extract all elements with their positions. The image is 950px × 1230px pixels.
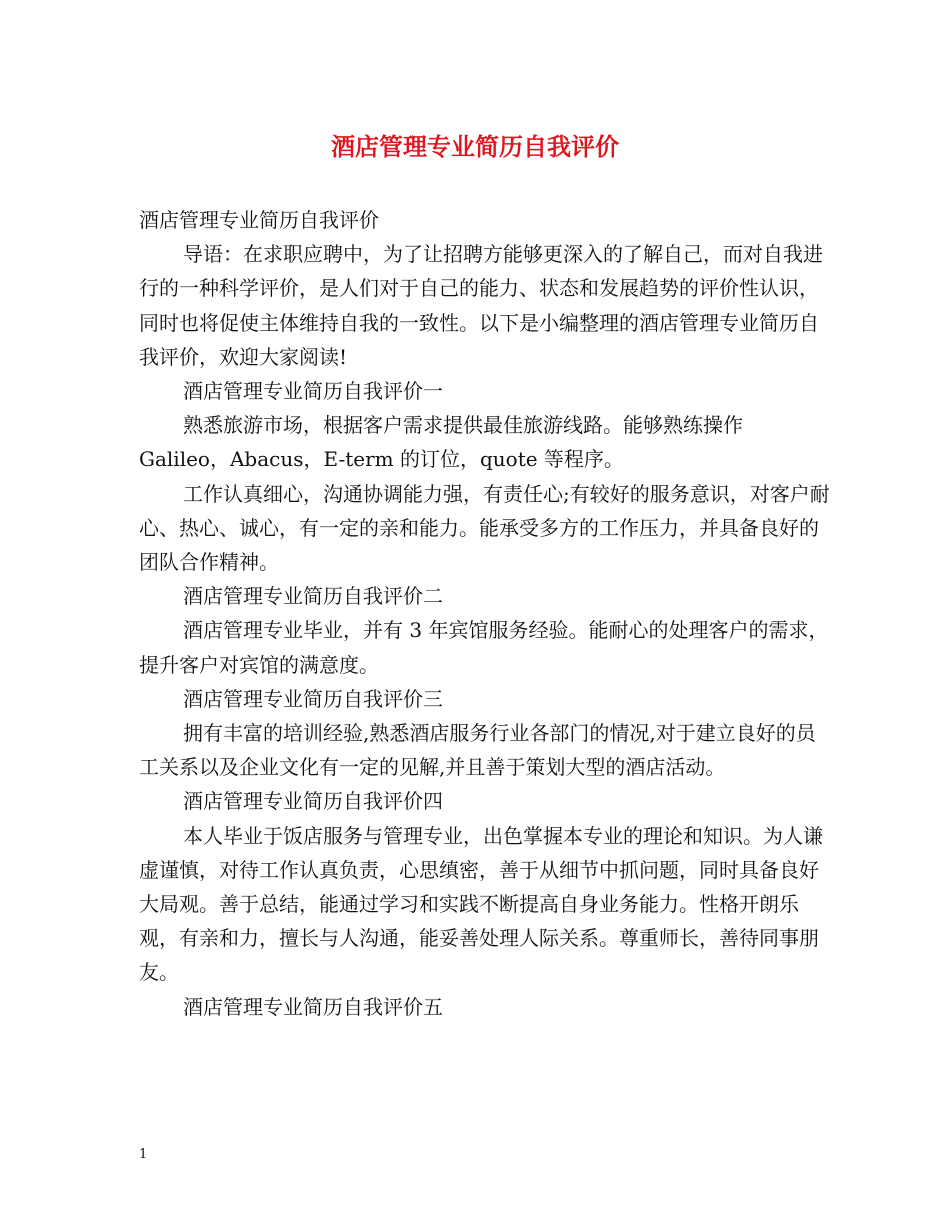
section-heading-3: 酒店管理专业简历自我评价三 [183, 686, 443, 711]
section-4-paragraph: 本人毕业于饭店服务与管理专业，出色掌握本专业的理论和知识。为人谦虚谨慎，对待工作认真负责，心思缜密，善于从细节中抓问题，同时具备良好大局观。善于总结，能通过学习和实践不断提高自身业务能力。性格开朗乐观，有亲和力，擅长与人沟通，能妥善处理人际关系。尊重师长，善待同事朋友。 [139, 823, 823, 985]
section-3-paragraph: 拥有丰富的培训经验,熟悉酒店服务行业各部门的情况,对于建立良好的员工关系以及企业文化有一定的见解,并且善于策划大型的酒店活动。 [139, 721, 816, 780]
document-title: 酒店管理专业简历自我评价 [331, 132, 619, 161]
section-1-paragraph-1: 熟悉旅游市场，根据客户需求提供最佳旅游线路。能够熟练操作 Galileo，Abacus，E-term 的订位，quote 等程序。 [139, 413, 743, 472]
section-heading-2: 酒店管理专业简历自我评价二 [183, 584, 443, 609]
section-heading-5: 酒店管理专业简历自我评价五 [183, 994, 443, 1019]
section-heading-4: 酒店管理专业简历自我评价四 [183, 789, 443, 814]
section-1-paragraph-2: 工作认真细心，沟通协调能力强，有责任心;有较好的服务意识，对客户耐心、热心、诚心，有一定的亲和能力。能承受多方的工作压力，并具备良好的团队合作精神。 [139, 481, 830, 575]
subtitle-paragraph: 酒店管理专业简历自我评价 [139, 208, 379, 232]
intro-paragraph: 导语：在求职应聘中，为了让招聘方能够更深入的了解自己，而对自我进行的一种科学评价，是人们对于自己的能力、状态和发展趋势的评价性认识，同时也将促使主体维持自我的一致性。以下是小编整理的酒店管理专业简历自我评价，欢迎大家阅读! [139, 242, 823, 369]
document-body [139, 203, 834, 1024]
section-2-paragraph: 酒店管理专业毕业，并有 3 年宾馆服务经验。能耐心的处理客户的需求，提升客户对宾馆的满意度。 [139, 618, 829, 677]
section-heading-1: 酒店管理专业简历自我评价一 [183, 379, 443, 404]
page-number: 1 [139, 1147, 148, 1162]
